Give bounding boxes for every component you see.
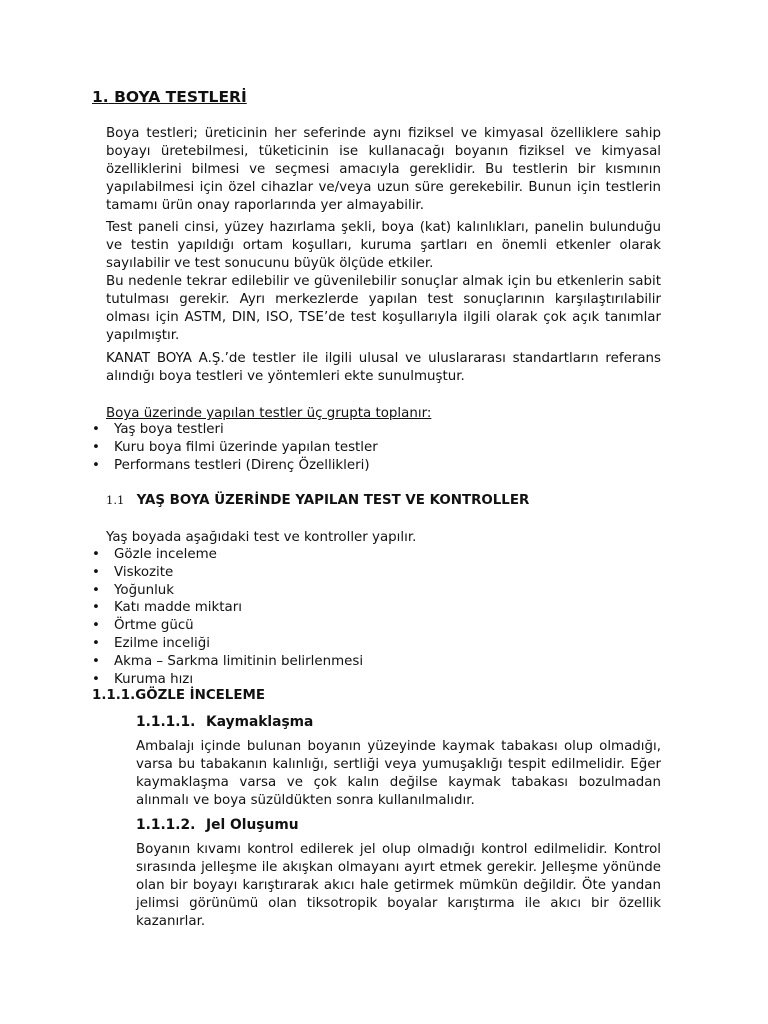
list-item: • Gözle inceleme (92, 547, 217, 562)
paragraph-company: KANAT BOYA A.Ş.’de testler ile ilgili ulusal ve uluslararası standartların referans alındığı boya testleri ve yöntemleri ekte sunulmuştur. (106, 351, 661, 384)
list-item: • Kuruma hızı (92, 671, 194, 687)
section-heading-jel (136, 816, 299, 834)
section-number: 1.1 (106, 493, 125, 507)
groups-intro: Boya üzerinde yapılan testler üç grupta toplanır: (106, 406, 432, 421)
bullet: • (92, 457, 100, 473)
bullet: • (92, 671, 100, 687)
section-intro: Yaş boyada aşağıdaki test ve kontroller yapılır. (106, 530, 417, 545)
section-heading-kaymaklasma (136, 713, 313, 731)
bullet: • (92, 582, 100, 598)
wet-paint-tests-list (92, 546, 652, 688)
title-text: BOYA TESTLERİ (114, 88, 247, 106)
list-item: • Performans testleri (Direnç Özellikleri) (92, 457, 370, 473)
list-item: • Katı madde miktarı (92, 600, 242, 616)
section-title: YAŞ BOYA ÜZERİNDE YAPILAN TEST VE KONTROLLER (136, 493, 530, 508)
section-number: 1.1.1.1. (136, 714, 196, 730)
bullet: • (92, 635, 100, 651)
paragraph-intro: Boya testleri; üreticinin her seferinde aynı fiziksel ve kimyasal özelliklere sahip boyayı üretebilmesi, tüketicinin ise kullanacağı boyanın fiziksel ve kimyasal özelliklerini bilmesi ve seçmesi amacıyla gereklidir. Bu testlerin bir kısmının yapılabilmesi için özel cihazlar ve/veya uzun süre gerekebilir. Bunun için testlerin tamamı ürün onay raporlarında yer almayabilir. (106, 126, 661, 213)
bullet: • (92, 618, 100, 634)
section-title: Jel Oluşumu (206, 817, 299, 833)
title-number: 1. (92, 88, 109, 106)
page-title (92, 88, 247, 106)
section-number: 1.1.1. (92, 688, 136, 703)
list-item: • Viskozite (92, 564, 174, 580)
bullet: • (92, 422, 100, 437)
bullet: • (92, 547, 100, 562)
section-heading-1-1 (106, 491, 529, 510)
bullet: • (92, 600, 100, 616)
list-item: • Kuru boya filmi üzerinde yapılan testler (92, 439, 378, 455)
test-groups-list (92, 421, 652, 474)
section-heading-1-1-1 (92, 687, 265, 705)
bullet: • (92, 564, 100, 580)
section-number: 1.1.1.2. (136, 817, 196, 833)
paragraph-jel: Boyanın kıvamı kontrol edilerek jel olup olmadığı kontrol edilmelidir. Kontrol sırasında jelleşme ile akışkan olmayanı ayırt etmek gerekir. Jelleşme yönünde olan bir boyayı karıştırarak akıcı hale getirmek mümkün değildir. Öte yandan jelimsi görünümü olan tiksotropik boyalar karıştırma ile akıcı bir özellik kazanırlar. (136, 842, 661, 929)
paragraph-kaymaklasma: Ambalajı içinde bulunan boyanın yüzeyinde kaymak tabakası olup olmadığı, varsa bu tabakanın kalınlığı, sertliği veya yumuşaklığı tespit edilmelidir. Eğer kaymaklaşma varsa ve çok kalın değilse kaymak tabakası bozulmadan alınmalı ve boya süzüldükten sonra kullanılmalıdır. (136, 739, 661, 808)
paragraph-standards: Bu nedenle tekrar edilebilir ve güvenilebilir sonuçlar almak için bu etkenlerin sabit tutulması gerekir. Ayrı merkezlerde yapılan test sonuçlarının karşılaştırılabilir olması için ASTM, DIN, ISO, TSE’de test koşullarıyla ilgili olarak çok açık tanımlar yapılmıştır. (106, 274, 661, 343)
list-item: • Akma – Sarkma limitinin belirlenmesi (92, 653, 364, 669)
section-title: Kaymaklaşma (206, 714, 314, 730)
list-item: • Ezilme inceliği (92, 635, 210, 651)
section-title: GÖZLE İNCELEME (135, 688, 265, 703)
bullet: • (92, 439, 100, 455)
list-item: • Yaş boya testleri (92, 422, 224, 437)
bullet: • (92, 653, 100, 669)
paragraph-factors: Test paneli cinsi, yüzey hazırlama şekli, boya (kat) kalınlıkları, panelin bulunduğu ve testin yapıldığı ortam koşulları, kuruma şartları en önemli etkenler olarak sayılabilir ve test sonucunu büyük ölçüde etkiler. (106, 220, 661, 271)
list-item: • Yoğunluk (92, 582, 175, 598)
list-item: • Örtme gücü (92, 618, 194, 634)
